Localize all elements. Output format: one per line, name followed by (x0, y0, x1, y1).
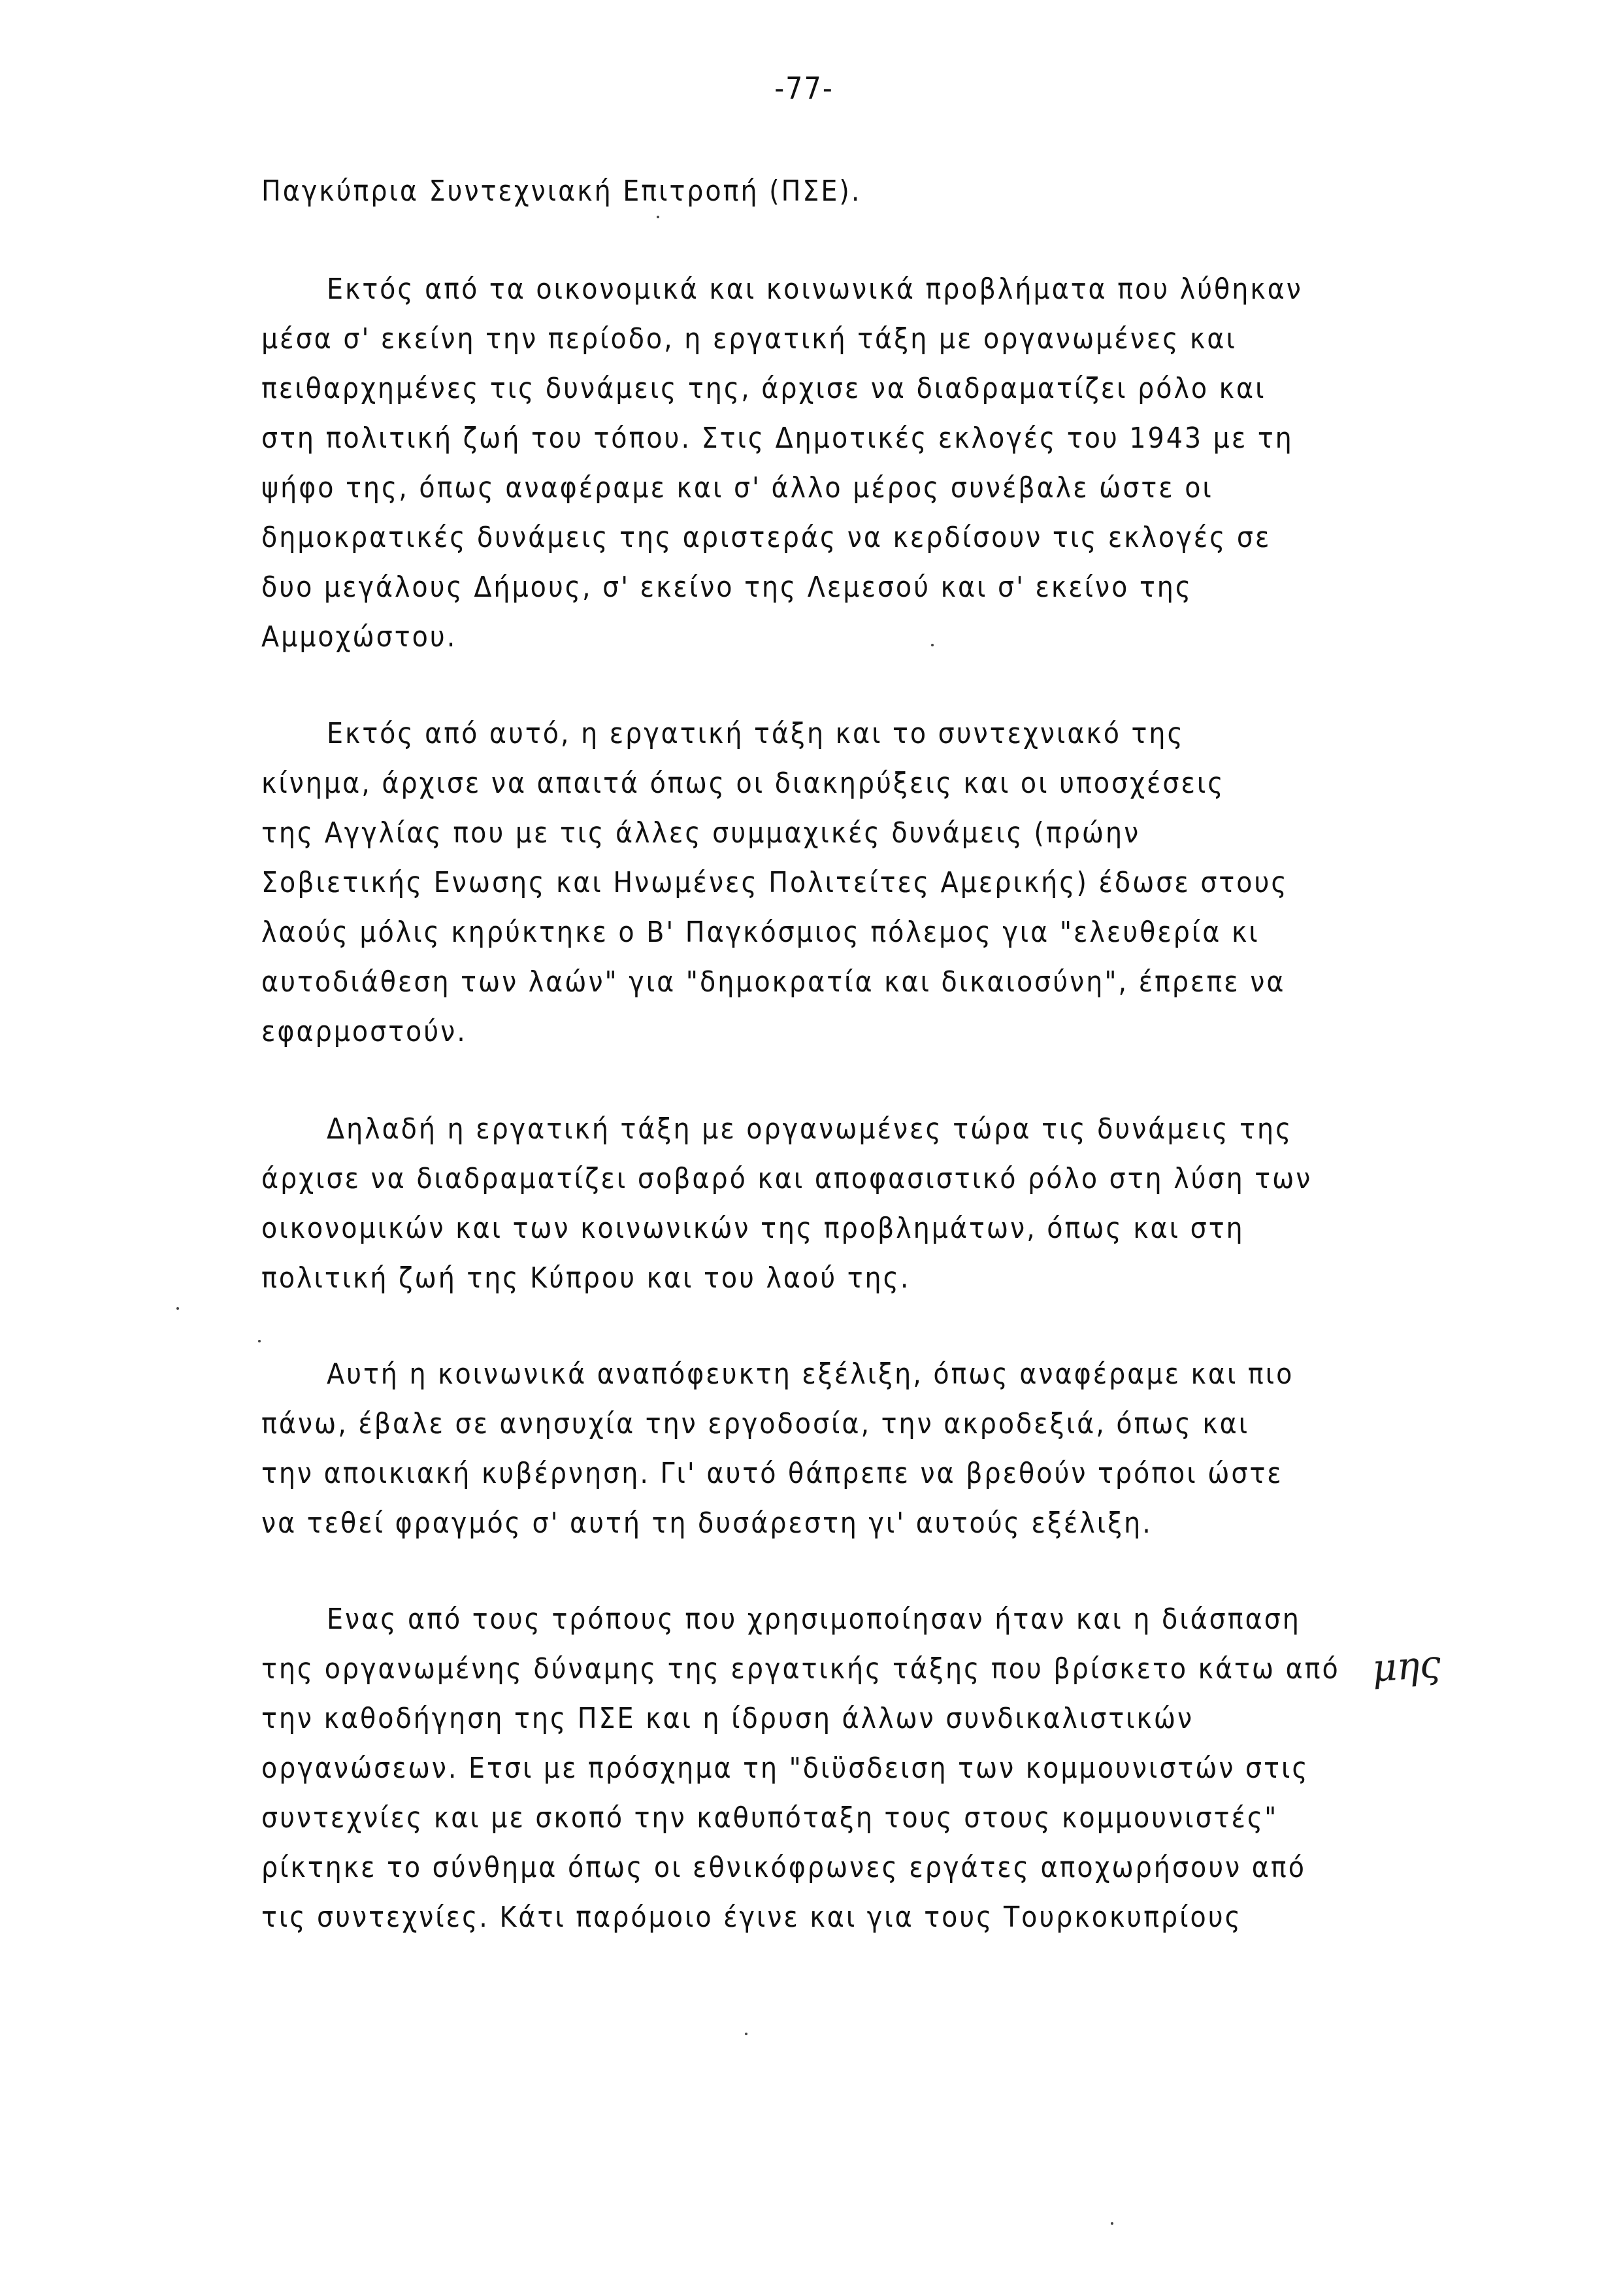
text-line: Ενας από τους τρόπους που χρησιμοποίησαν ήταν και η διάσπαση (327, 1603, 1301, 1636)
text-line: στη πολιτική ζωή του τόπου. Στις Δημοτικές εκλογές του 1943 με τη (261, 422, 1294, 455)
text-line: τις συντεχνίες. Κάτι παρόμοιο έγινε και για τους Τουρκοκυπρίους (261, 1901, 1242, 1934)
text-line: άρχισε να διαδραματίζει σοβαρό και αποφασιστικό ρόλο στη λύση των (261, 1162, 1313, 1195)
page-number: -77- (774, 71, 834, 106)
text-line: πάνω, έβαλε σε ανησυχία την εργοδοσία, την ακροδεξιά, όπως και (261, 1407, 1250, 1440)
paragraph-1 (261, 265, 1339, 662)
paragraph-3 (261, 1105, 1339, 1303)
text-line: πειθαρχημένες τις δυνάμεις της, άρχισε να διαδραματίζει ρόλο και (261, 372, 1266, 405)
text-line: δημοκρατικές δυνάμεις της αριστεράς να κερδίσουν τις εκλογές σε (261, 521, 1272, 554)
text-line: Εκτός από τα οικονομικά και κοινωνικά προβλήματα που λύθηκαν (327, 273, 1303, 306)
scan-speck (657, 216, 659, 218)
text-line: λαούς μόλις κηρύκτηκε ο Β' Παγκόσμιος πόλεμος για "ελευθερία κι (261, 916, 1260, 949)
scan-speck (931, 644, 934, 646)
scan-speck (745, 2033, 747, 2035)
text-line: αυτοδιάθεση των λαών" για "δημοκρατία και δικαιοσύνη", έπρεπε να (261, 965, 1286, 999)
text-line: ρίκτηκε το σύνθημα όπως οι εθνικόφρωνες εργάτες αποχωρήσουν από (261, 1851, 1306, 1884)
text-line: εφαρμοστούν. (261, 1015, 467, 1048)
text-line: την αποικιακή κυβέρνηση. Γι' αυτό θάπρεπε να βρεθούν τρόποι ώστε (261, 1457, 1283, 1490)
scan-speck (176, 1307, 179, 1310)
text-line: ψήφο της, όπως αναφέραμε και σ' άλλο μέρος συνέβαλε ώστε οι (261, 471, 1213, 505)
handwritten-margin-note: μης (1370, 1641, 1443, 1691)
text-line: συντεχνίες και με σκοπό την καθυπόταξη τους στους κομμουνιστές" (261, 1801, 1279, 1835)
scan-speck (1111, 2222, 1113, 2225)
scan-speck (258, 1340, 261, 1342)
text-line: Αυτή η κοινωνικά αναπόφευκτη εξέλιξη, όπως αναφέραμε και πιο (327, 1357, 1294, 1391)
text-line: δυο μεγάλους Δήμους, σ' εκείνο της Λεμεσού και σ' εκείνο της (261, 571, 1193, 604)
paragraph-4 (261, 1350, 1339, 1548)
text-line: κίνημα, άρχισε να απαιτά όπως οι διακηρύξεις και οι υποσχέσεις (261, 767, 1225, 800)
text-line: Εκτός από αυτό, η εργατική τάξη και το συντεχνιακό της (327, 717, 1185, 750)
text-line: να τεθεί φραγμός σ' αυτή τη δυσάρεστη γι' αυτούς εξέλιξη. (261, 1506, 1153, 1540)
text-line: μέσα σ' εκείνη την περίοδο, η εργατική τάξη με οργανωμένες και (261, 322, 1237, 356)
text-line: Αμμοχώστου. (261, 620, 457, 654)
text-line: την καθοδήγηση της ΠΣΕ και η ίδρυση άλλων συνδικαλιστικών (261, 1702, 1194, 1735)
text-line: της οργανωμένης δύναμης της εργατικής τάξης που βρίσκετο κάτω από (261, 1652, 1340, 1686)
text-line: Δηλαδή η εργατική τάξη με οργανωμένες τώρα τις δυνάμεις της (327, 1112, 1293, 1146)
text-line: της Αγγλίας που με τις άλλες συμμαχικές δυνάμεις (πρώην (261, 816, 1141, 850)
paragraph-5 (261, 1595, 1339, 1942)
text-line: οικονομικών και των κοινωνικών της προβλημάτων, όπως και στη (261, 1212, 1245, 1245)
text-line: Σοβιετικής Ενωσης και Ηνωμένες Πολιτείτες Αμερικής) έδωσε στους (261, 866, 1288, 899)
text-line: πολιτική ζωή της Κύπρου και του λαού της. (261, 1261, 911, 1295)
paragraph-2 (261, 709, 1339, 1057)
heading-line-block (261, 167, 1339, 216)
heading-line: Παγκύπρια Συντεχνιακή Επιτροπή (ΠΣΕ). (261, 175, 862, 208)
text-line: οργανώσεων. Ετσι με πρόσχημα τη "διϋσδειση των κομμουνιστών στις (261, 1752, 1309, 1785)
